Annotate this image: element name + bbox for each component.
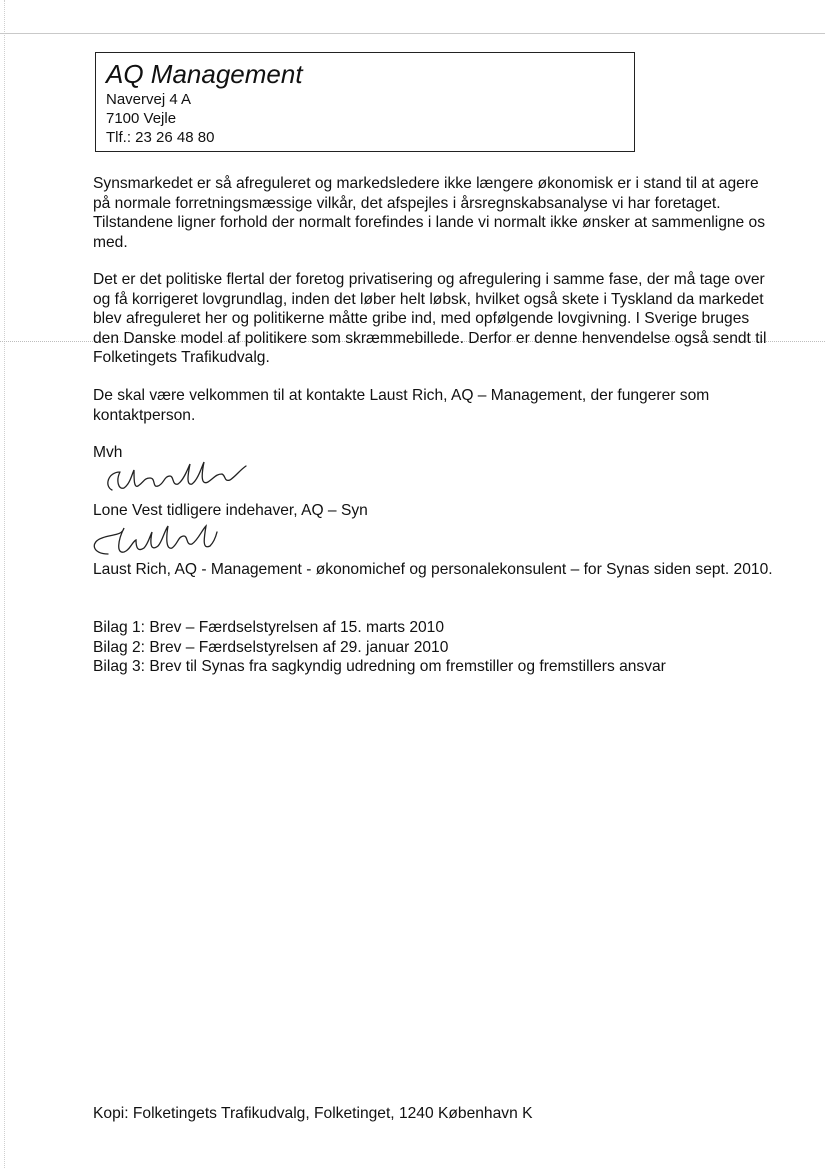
- copy-recipient: Kopi: Folketingets Trafikudvalg, Folketinget, 1240 København K: [93, 1105, 533, 1122]
- phone-number: Tlf.: 23 26 48 80: [106, 129, 215, 146]
- attachment-item: Bilag 3: Brev til Synas fra sagkyndig udredning om fremstiller og fremstillers ansvar: [93, 658, 666, 675]
- body-paragraph-3: De skal være velkommen til at kontakte Laust Rich, AQ – Management, der fungerer som kontaktperson.: [93, 387, 710, 424]
- body-paragraph-2: Det er det politiske flertal der foretog privatisering og afregulering i samme fase, der må tage over og få korrigeret lovgrundlag, inden det løber helt løbsk, hvilket også skete i Tyskland da markedet blev afreguleret her og politikerne måtte gribe ind, med opfølgende lovgivning. I Sverige bruges den Danske model af politikere som skræmmebillede. Derfor er denne henvendelse også sendt til Folketingets Trafikudvalg.: [93, 271, 767, 366]
- signature-lone-vest: [98, 460, 248, 500]
- body-paragraph-1: Synsmarkedet er så afreguleret og markedsledere ikke længere økonomisk er i stand til at agere på normale forretningsmæssige vilkår, det afspejles i årsregnskabsanalyse vi har foretaget. Tilstandene ligner forhold der normalt forefindes i lande vi normalt ikke ønsker at sammenligne os med.: [93, 175, 766, 251]
- company-name: AQ Management: [106, 59, 303, 89]
- signer-1: Lone Vest tidligere indehaver, AQ – Syn: [93, 502, 368, 519]
- scan-top-line: [0, 33, 825, 34]
- signature-laust-rich: [88, 520, 218, 564]
- attachment-item: Bilag 1: Brev – Færdselstyrelsen af 15. marts 2010: [93, 619, 445, 636]
- address-city: 7100 Vejle: [106, 110, 177, 127]
- greeting: Mvh: [93, 444, 123, 461]
- attachment-item: Bilag 2: Brev – Færdselstyrelsen af 29. januar 2010: [93, 638, 449, 656]
- scan-edge-line: [4, 0, 5, 1168]
- letterhead-box: [95, 52, 635, 152]
- attachment-list: [93, 618, 773, 677]
- address-street: Navervej 4 A: [106, 91, 192, 108]
- signer-2: Laust Rich, AQ - Management - økonomichef og personalekonsulent – for Synas siden sept. 2010.: [93, 561, 773, 578]
